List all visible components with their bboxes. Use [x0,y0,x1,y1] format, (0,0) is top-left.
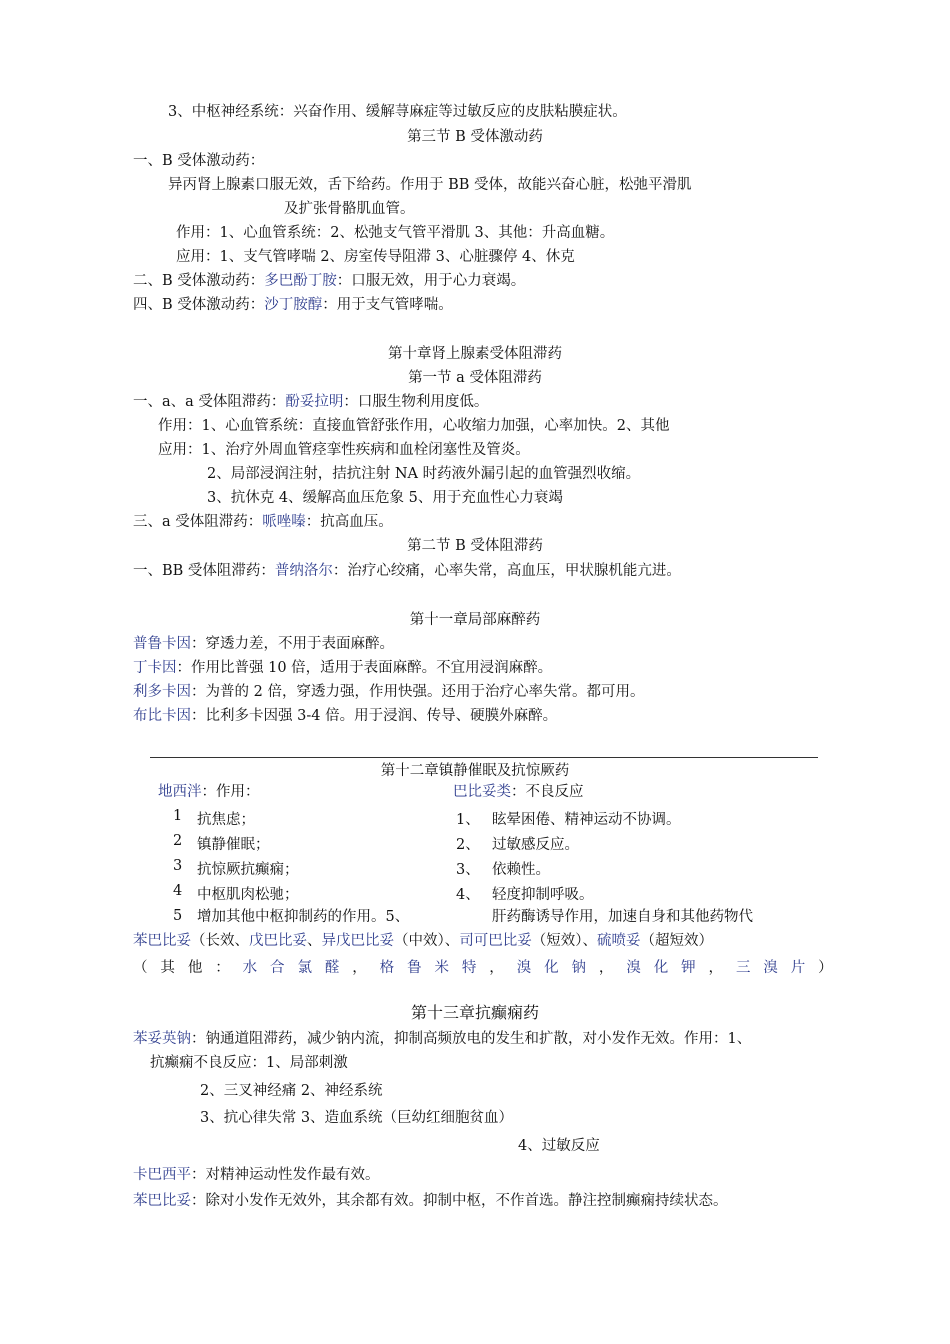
drug-name: 利多卡因 [133,684,191,700]
justified-text-line [133,956,833,977]
drug-name: 巴比妥类 [453,784,511,800]
list-item: 依赖性。 [492,862,550,878]
list-number: 4、 [456,887,480,903]
text-line: 3、抗心律失常 3、造血系统（巨幼红细胞贫血） [200,1110,514,1126]
list-item: 增加其他中枢抑制药的作用。5、 [197,909,410,925]
line-text: ：用于支气管哮喘。 [322,297,453,313]
drug-name-char: 化 [653,960,669,976]
text-char: 他 [187,960,203,976]
list-number: 4 [173,883,183,899]
line-text: （超短效） [640,933,713,949]
list-number: 3、 [456,862,480,878]
drug-name-char: 水 [242,960,258,976]
drug-name: 地西泮 [158,784,202,800]
line-prefix: 一、a、a 受体阻滞药： [133,394,286,410]
list-number: 5 [173,908,183,924]
list-number: 1 [173,808,183,824]
drug-name-char: 溴 [763,960,778,976]
drug-name-char: 溴 [516,960,532,976]
drug-name-char: 片 [790,960,806,976]
drug-name-char: 化 [544,960,559,976]
text-char: （ [133,960,148,976]
list-item: 眩晕困倦、精神运动不协调。 [492,812,681,828]
drug-name: 多巴酚丁胺 [264,273,337,289]
list-item: 过敏感反应。 [492,837,579,853]
text-char: ， [352,960,367,976]
drug-name: 苯妥英钠 [133,1031,191,1047]
line-text: ：比利多卡因强 3-4 倍。用于浸润、传导、硬膜外麻醉。 [191,708,558,724]
text-char: ） [818,960,833,976]
drug-name-char: 米 [434,960,449,976]
text-char: ， [489,960,504,976]
list-item: 抗惊厥抗癫痫； [197,862,299,878]
list-item: 肝药酶诱导作用，加速自身和其他药物代 [492,909,753,925]
text-line [133,561,681,581]
text-line [133,392,488,412]
text-char: 其 [160,960,175,976]
line-text: （中效）、 [394,933,460,949]
chapter-heading: 第十二章镇静催眠及抗惊厥药 [380,763,570,779]
text-line: 作用：1、心血管系统：2、松弛支气管平滑肌 3、其他：升高血糖。 [176,225,615,241]
list-item: 中枢肌肉松驰； [197,887,299,903]
line-text: ：对精神运动性发作最有效。 [191,1167,380,1183]
text-line [133,658,552,678]
line-prefix: 四、B 受体激动药： [133,297,265,313]
section-heading: 第一节 a 受体阻滞药 [408,370,542,386]
line-text: 、 [307,933,322,949]
line-text: ：穿透力差，不用于表面麻醉。 [191,636,394,652]
drug-name-char: 钠 [571,960,586,976]
chapter-heading: 第十一章局部麻醉药 [409,612,541,628]
text-line: 一、B 受体激动药： [133,153,265,169]
text-line [133,634,394,654]
list-item: 轻度抑制呼吸。 [492,887,594,903]
chapter-heading: 第十三章抗癫痫药 [410,1003,539,1022]
column-heading-left [158,782,260,802]
list-number: 2 [173,833,183,849]
drug-name: 卡巴西平 [133,1167,191,1183]
text-line: 及扩张骨骼肌血管。 [284,201,415,217]
text-char: ， [598,960,614,976]
list-number: 1、 [456,812,480,828]
drug-name: 硫喷妥 [597,933,641,949]
line-prefix: 三、a 受体阻滞药： [133,514,263,530]
text-line [133,682,644,702]
text-char: ， [708,960,724,976]
text-line: 2、三叉神经痛 2、神经系统 [200,1083,383,1099]
text-line [133,512,393,532]
list-number: 3 [173,858,183,874]
drug-name: 哌唑嗪 [262,514,306,530]
drug-name-char: 氯 [297,960,312,976]
text-line [133,271,525,291]
column-heading-right [453,782,584,802]
text-line: 4、过敏反应 [518,1138,600,1154]
line-prefix: 一、BB 受体阻滞药： [133,563,275,579]
text-line [133,931,713,951]
line-text: ：钠通道阻滞药，减少钠内流，抑制高频放电的发生和扩散，对小发作无效。作用：1、 [191,1031,752,1047]
text-char: ： [215,960,230,976]
drug-name: 普鲁卡因 [133,636,191,652]
line-text: ：口服生物利用度低。 [343,394,489,410]
text-line [133,1191,728,1211]
drug-name: 司可巴比妥 [459,933,532,949]
line-prefix: 二、B 受体激动药： [133,273,265,289]
text-line: 异丙肾上腺素口服无效，舌下给药。作用于 BB 受体，故能兴奋心脏，松弛平滑肌 [168,177,692,193]
line-text: ：口服无效，用于心力衰竭。 [336,273,526,289]
drug-name-char: 醛 [324,960,340,976]
line-text: ：作用： [201,784,260,800]
section-heading: 第二节 B 受体阻滞药 [407,538,543,554]
text-line: 应用：1、支气管哮喘 2、房室传导阻滞 3、心脏骤停 4、休克 [176,249,575,265]
line-text: ：不良反应 [511,784,584,800]
list-item: 抗焦虑； [197,812,255,828]
line-text: （短效）、 [531,933,597,949]
text-line [133,295,453,315]
drug-name-char: 合 [270,960,285,976]
line-text: ：抗高血压。 [305,514,393,530]
text-line: 3、抗休克 4、缓解高血压危象 5、用于充血性心力衰竭 [207,490,563,506]
list-number: 2、 [456,837,480,853]
drug-name: 布比卡因 [133,708,191,724]
drug-name: 丁卡因 [133,660,177,676]
drug-name-char: 三 [735,960,751,976]
line-text: ：作用比普强 10 倍，适用于表面麻醉。不宜用浸润麻醉。 [176,660,553,676]
drug-name: 异戊巴比妥 [321,933,394,949]
section-heading: 第三节 B 受体激动药 [407,129,543,145]
drug-name: 苯巴比妥 [133,933,191,949]
text-line [133,1165,380,1185]
line-text: ：为普的 2 倍，穿透力强，作用快强。还用于治疗心率失常。都可用。 [191,684,645,700]
chapter-heading: 第十章肾上腺素受体阻滞药 [388,346,562,362]
text-line: 3、中枢神经系统：兴奋作用、缓解荨麻症等过敏反应的皮肤粘膜症状。 [168,104,627,120]
line-text: （长效、 [191,933,249,949]
list-item: 镇静催眠； [197,837,270,853]
text-line [133,706,557,726]
drug-name: 苯巴比妥 [133,1193,191,1209]
drug-name: 沙丁胺醇 [264,297,323,313]
text-line [133,1029,751,1049]
drug-name-char: 特 [461,960,477,976]
line-text: ：治疗心绞痛，心率失常，高血压，甲状腺机能亢进。 [332,563,681,579]
drug-name: 普纳洛尔 [274,563,333,579]
drug-name-char: 溴 [626,960,641,976]
drug-name: 酚妥拉明 [285,394,344,410]
drug-name-char: 鲁 [407,960,422,976]
line-text: ：除对小发作无效外，其余都有效。抑制中枢，不作首选。静注控制癫痫持续状态。 [191,1193,728,1209]
drug-name: 戊巴比妥 [249,933,307,949]
drug-name-char: 格 [379,960,395,976]
horizontal-rule [150,757,818,758]
text-line: 抗癫痫不良反应：1、局部刺激 [150,1055,348,1071]
text-line: 2、局部浸润注射，拮抗注射 NA 时药液外漏引起的血管强烈收缩。 [207,466,641,482]
text-line: 应用：1、治疗外周血管痉挛性疾病和血栓闭塞性及管炎。 [158,442,530,458]
text-line: 作用：1、心血管系统：直接血管舒张作用，心收缩力加强，心率加快。2、其他 [158,418,670,434]
drug-name-char: 钾 [681,960,696,976]
